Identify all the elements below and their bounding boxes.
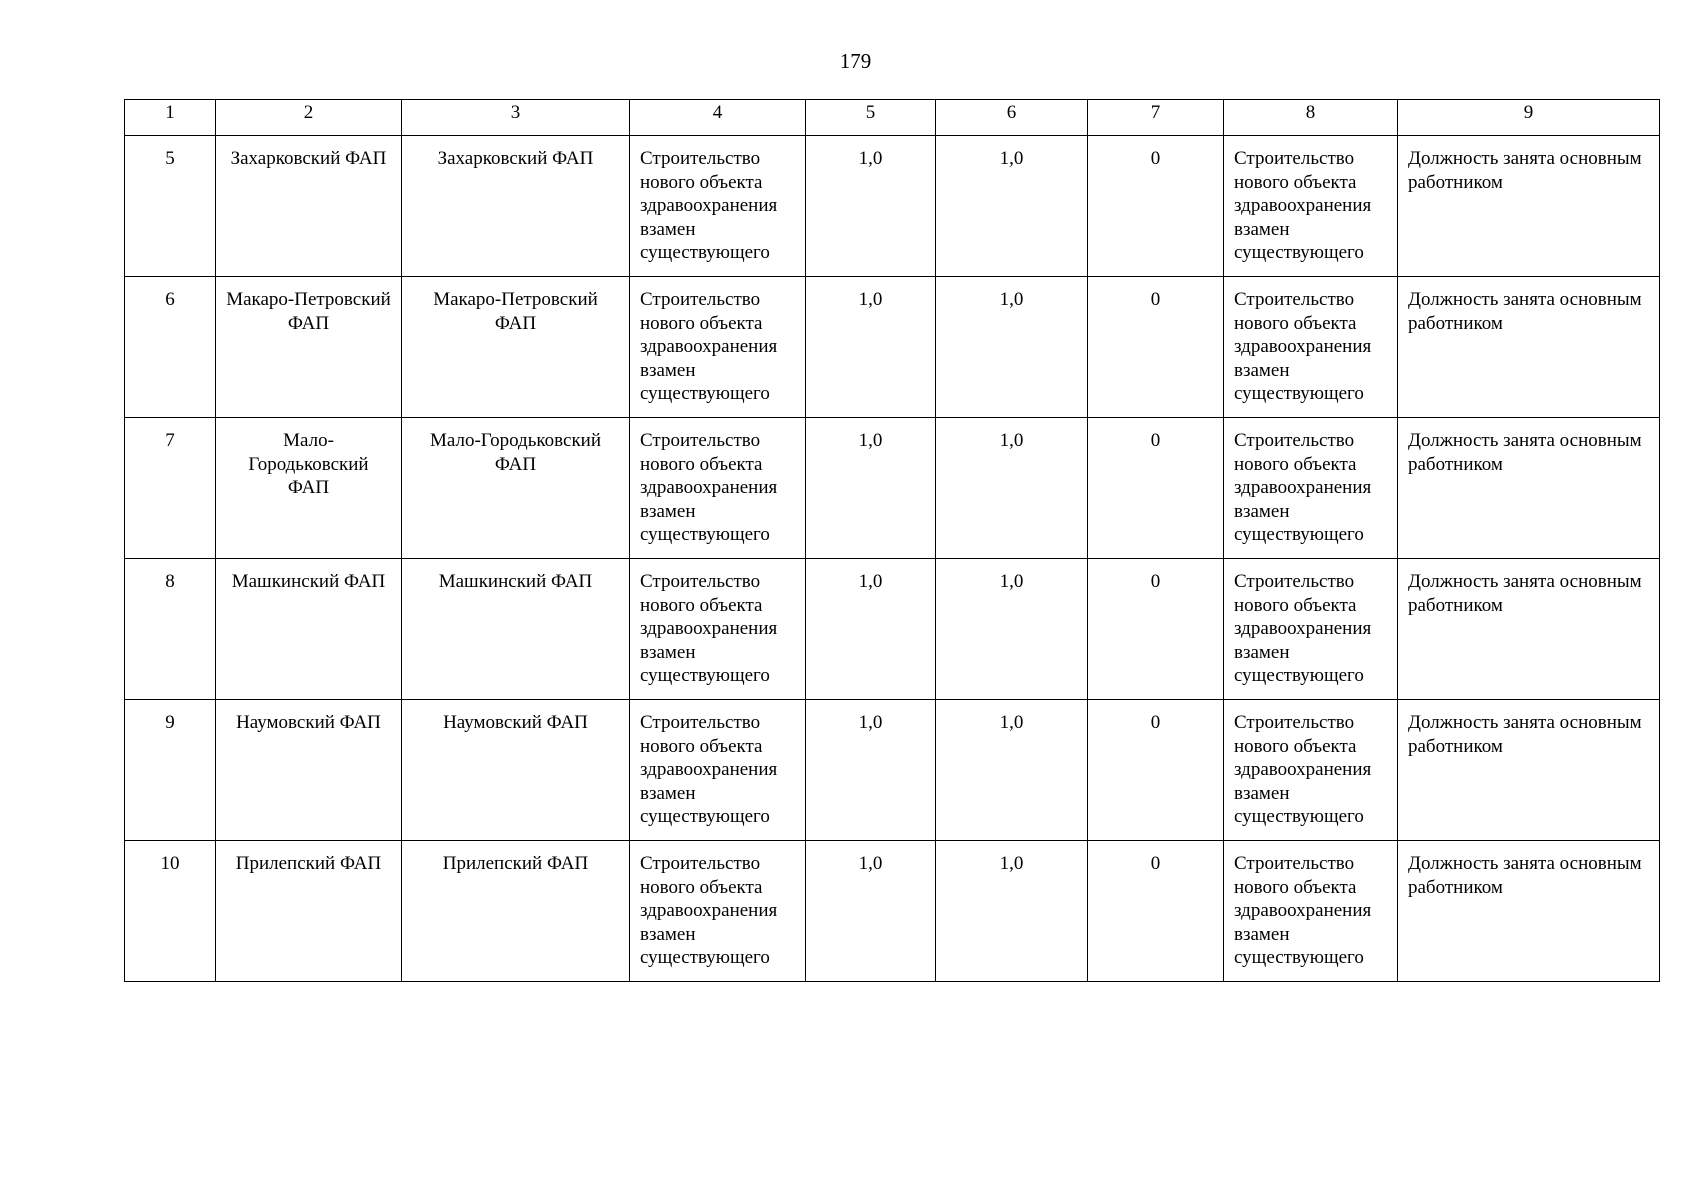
column-header: 3 — [402, 100, 630, 136]
facility-cell: Наумовский ФАП — [402, 700, 630, 841]
row-number-cell: 6 — [125, 277, 216, 418]
value-cell-5: 1,0 — [806, 841, 936, 982]
facility-cell: Мало-Городьковский ФАП — [402, 418, 630, 559]
value-cell-5: 1,0 — [806, 700, 936, 841]
action-cell-2: Строительство нового объекта здравоохранения взамен существующего — [1224, 136, 1398, 277]
data-table — [124, 99, 1660, 982]
note-cell: Должность занята основным работником — [1398, 559, 1660, 700]
name-cell: Мало-Городьковский ФАП — [216, 418, 402, 559]
note-cell: Должность занята основным работником — [1398, 418, 1660, 559]
value-cell-6: 1,0 — [936, 277, 1088, 418]
row-number-cell: 10 — [125, 841, 216, 982]
value-cell-7: 0 — [1088, 841, 1224, 982]
action-cell: Строительство нового объекта здравоохранения взамен существующего — [630, 277, 806, 418]
table-row — [125, 277, 1660, 418]
row-number-cell: 7 — [125, 418, 216, 559]
value-cell-7: 0 — [1088, 700, 1224, 841]
table-row — [125, 841, 1660, 982]
column-header: 6 — [936, 100, 1088, 136]
action-cell: Строительство нового объекта здравоохранения взамен существующего — [630, 559, 806, 700]
note-cell: Должность занята основным работником — [1398, 841, 1660, 982]
value-cell-5: 1,0 — [806, 559, 936, 700]
action-cell: Строительство нового объекта здравоохранения взамен существующего — [630, 841, 806, 982]
column-header: 4 — [630, 100, 806, 136]
facility-cell: Захарковский ФАП — [402, 136, 630, 277]
row-number-cell: 8 — [125, 559, 216, 700]
table-row — [125, 136, 1660, 277]
action-cell-2: Строительство нового объекта здравоохранения взамен существующего — [1224, 700, 1398, 841]
action-cell-2: Строительство нового объекта здравоохранения взамен существующего — [1224, 559, 1398, 700]
column-header: 5 — [806, 100, 936, 136]
note-cell: Должность занята основным работником — [1398, 136, 1660, 277]
table-row — [125, 418, 1660, 559]
table-header-row — [125, 100, 1660, 136]
table-row — [125, 700, 1660, 841]
name-cell: Прилепский ФАП — [216, 841, 402, 982]
value-cell-7: 0 — [1088, 277, 1224, 418]
action-cell-2: Строительство нового объекта здравоохранения взамен существующего — [1224, 841, 1398, 982]
action-cell-2: Строительство нового объекта здравоохранения взамен существующего — [1224, 277, 1398, 418]
column-header: 8 — [1224, 100, 1398, 136]
value-cell-5: 1,0 — [806, 277, 936, 418]
value-cell-6: 1,0 — [936, 136, 1088, 277]
facility-cell: Макаро-Петровский ФАП — [402, 277, 630, 418]
facility-cell: Машкинский ФАП — [402, 559, 630, 700]
column-header: 2 — [216, 100, 402, 136]
name-cell: Наумовский ФАП — [216, 700, 402, 841]
name-cell: Захарковский ФАП — [216, 136, 402, 277]
action-cell: Строительство нового объекта здравоохранения взамен существующего — [630, 418, 806, 559]
note-cell: Должность занята основным работником — [1398, 700, 1660, 841]
table-row — [125, 559, 1660, 700]
value-cell-6: 1,0 — [936, 841, 1088, 982]
value-cell-7: 0 — [1088, 136, 1224, 277]
value-cell-6: 1,0 — [936, 700, 1088, 841]
value-cell-6: 1,0 — [936, 559, 1088, 700]
value-cell-7: 0 — [1088, 559, 1224, 700]
value-cell-6: 1,0 — [936, 418, 1088, 559]
action-cell: Строительство нового объекта здравоохранения взамен существующего — [630, 136, 806, 277]
name-cell: Машкинский ФАП — [216, 559, 402, 700]
action-cell-2: Строительство нового объекта здравоохранения взамен существующего — [1224, 418, 1398, 559]
value-cell-7: 0 — [1088, 418, 1224, 559]
column-header: 1 — [125, 100, 216, 136]
value-cell-5: 1,0 — [806, 136, 936, 277]
page-number: 179 — [839, 49, 872, 73]
column-header: 9 — [1398, 100, 1660, 136]
note-cell: Должность занята основным работником — [1398, 277, 1660, 418]
value-cell-5: 1,0 — [806, 418, 936, 559]
row-number-cell: 9 — [125, 700, 216, 841]
row-number-cell: 5 — [125, 136, 216, 277]
column-header: 7 — [1088, 100, 1224, 136]
facility-cell: Прилепский ФАП — [402, 841, 630, 982]
name-cell: Макаро-Петровский ФАП — [216, 277, 402, 418]
action-cell: Строительство нового объекта здравоохранения взамен существующего — [630, 700, 806, 841]
